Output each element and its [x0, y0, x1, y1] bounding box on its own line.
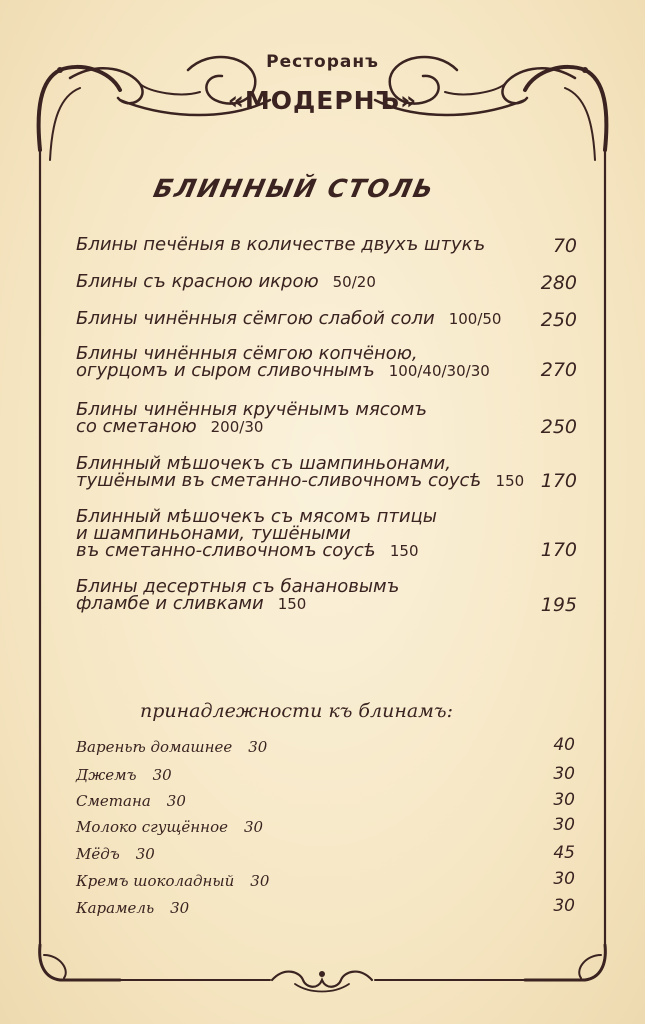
- menu-item: [76, 455, 576, 490]
- menu-item-price: 280: [540, 272, 577, 294]
- menu-item-name: Блины печёныя в количестве двухъ штукъ: [76, 234, 486, 255]
- menu-item-name: Блинный мѣшочекъ съ мясомъ птицы: [76, 506, 437, 527]
- menu-item: [76, 578, 576, 613]
- accessory-item: [76, 872, 269, 890]
- menu-item-weight: 150: [495, 472, 525, 490]
- menu-item-name: фламбе и сливками: [76, 593, 264, 614]
- accessory-price: 30: [553, 869, 575, 889]
- accessory-weight: 30: [250, 872, 270, 890]
- menu-item-weight: 100/50: [448, 310, 502, 328]
- accessory-item: [76, 818, 263, 836]
- menu-item-price: 170: [540, 470, 577, 492]
- menu-item-name: Блины десертныя съ банановымъ: [76, 576, 400, 597]
- menu-item-name: со сметаною: [76, 416, 197, 437]
- menu-item-weight: 150: [277, 595, 307, 613]
- menu-item-weight: 150: [389, 542, 419, 560]
- menu-item-name: тушёными въ сметанно-сливочномъ соусѣ: [76, 470, 482, 491]
- accessory-weight: 30: [170, 899, 190, 917]
- menu-item-name: Блинный мѣшочекъ съ шампиньонами,: [76, 453, 451, 474]
- section-title: БЛИННЫЙ СТОЛЬ: [150, 174, 438, 203]
- menu-item: [76, 236, 576, 253]
- menu-item-name: въ сметанно-сливочномъ соусѣ: [76, 540, 376, 561]
- accessory-price: 40: [553, 735, 575, 755]
- menu-item: [76, 345, 576, 380]
- menu-item-price: 270: [540, 359, 577, 381]
- accessory-weight: 30: [243, 818, 264, 836]
- restaurant-label: Ресторанъ: [266, 52, 379, 72]
- menu-item-price: 195: [540, 594, 577, 616]
- accessory-weight: 30: [248, 738, 268, 756]
- accessory-item: [76, 738, 267, 756]
- accessory-name: Кремъ шоколадный: [76, 872, 235, 890]
- accessory-item: [76, 899, 189, 917]
- accessory-weight: 30: [152, 766, 172, 784]
- accessory-name: Мёдъ: [76, 845, 120, 863]
- menu-item: [76, 273, 576, 291]
- accessory-item: [76, 845, 155, 863]
- accessory-name: Сметана: [76, 792, 151, 810]
- menu-item-price: 250: [540, 309, 577, 331]
- menu-item-weight: 50/20: [332, 273, 376, 291]
- menu-item-weight: 200/30: [210, 418, 264, 436]
- menu-item: [76, 310, 576, 328]
- accessory-name: Карамель: [76, 899, 155, 917]
- menu-item-price: 250: [540, 416, 577, 438]
- menu-item-name: и шампиньонами, тушёными: [76, 523, 351, 544]
- restaurant-name: «МОДЕРНЪ»: [227, 86, 418, 115]
- menu-item-name: огурцомъ и сыром сливочнымъ: [76, 360, 375, 381]
- accessory-price: 30: [553, 896, 575, 916]
- menu-item-price: 170: [540, 539, 577, 561]
- accessory-name: Джемъ: [76, 766, 137, 784]
- accessory-weight: 30: [135, 845, 155, 863]
- accessories-title: принадлежности къ блинамъ:: [140, 700, 453, 722]
- accessory-price: 30: [553, 764, 575, 784]
- accessory-weight: 30: [166, 792, 186, 810]
- menu-item-name: Блины чинённыя сёмгою копчёною,: [76, 343, 418, 364]
- accessory-name: Вареньѣ домашнее: [76, 738, 233, 756]
- menu-item-name: Блины чинённыя сёмгою слабой соли: [76, 308, 435, 329]
- accessory-item: [76, 766, 172, 784]
- accessory-price: 45: [553, 843, 575, 863]
- accessory-price: 30: [553, 815, 575, 835]
- menu-item: [76, 508, 576, 560]
- accessory-name: Молоко сгущённое: [76, 818, 228, 836]
- menu-item: [76, 401, 576, 436]
- accessory-item: [76, 792, 186, 810]
- menu-item-name: Блины чинённыя кручёнымъ мясомъ: [76, 399, 427, 420]
- menu-item-price: 70: [552, 235, 577, 257]
- accessory-price: 30: [553, 790, 575, 810]
- menu-item-weight: 100/40/30/30: [388, 362, 490, 380]
- menu-item-name: Блины съ красною икрою: [76, 271, 319, 292]
